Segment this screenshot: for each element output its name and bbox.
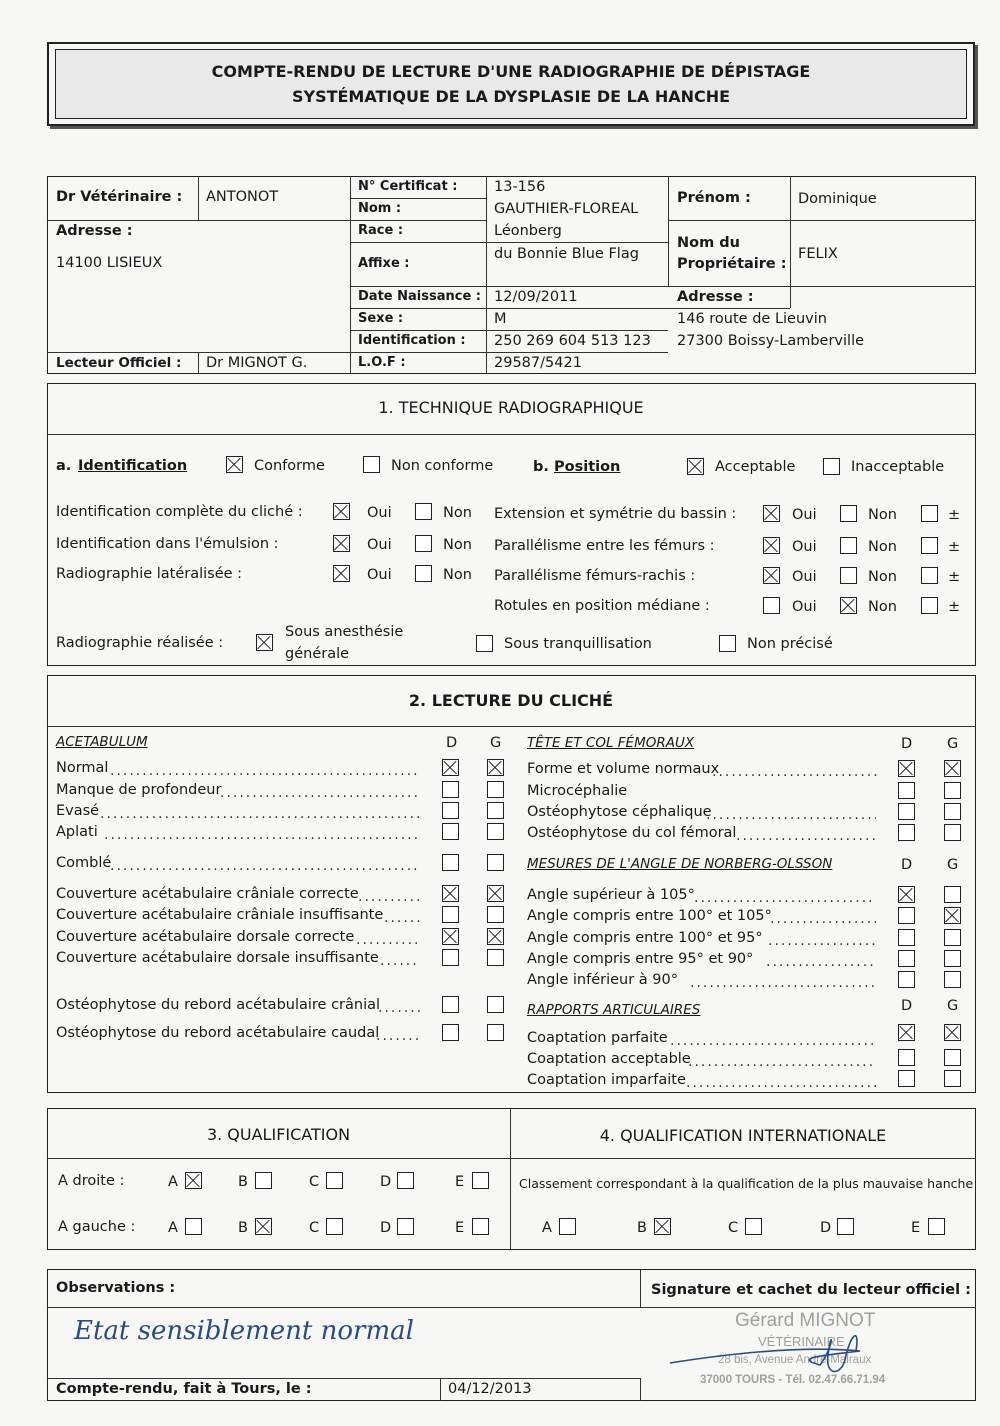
left-row-label: Identification dans l'émulsion :: [56, 536, 279, 552]
tete-row-label: Ostéophytose céphalique: [527, 804, 712, 820]
norberg-g-checkbox[interactable]: [944, 971, 961, 988]
identification-title: Identification: [78, 458, 188, 474]
international-subtitle: Classement correspondant à la qualification de la plus mauvaise hanche: [519, 1176, 974, 1191]
non-label: Non: [868, 599, 897, 615]
grade-label: A: [168, 1174, 178, 1190]
left-row-label: Identification complète du cliché :: [56, 504, 303, 520]
norberg-g-checkbox[interactable]: [944, 907, 961, 924]
oui-label: Oui: [792, 539, 817, 555]
acetabulum-row-label: Ostéophytose du rebord acétabulaire crânial: [56, 997, 381, 1013]
col-d-label: D: [901, 857, 913, 873]
norberg-row-label: Angle supérieur à 105°: [527, 887, 695, 903]
tete-g-checkbox[interactable]: [944, 760, 961, 777]
compte-rendu-date: 04/12/2013: [448, 1381, 532, 1397]
leader-dots: [694, 890, 876, 906]
stamp-line4: 37000 TOURS - Tél. 02.47.66.71.94: [700, 1374, 886, 1386]
pm-label: ±: [948, 539, 961, 555]
naissance-label: Date Naissance :: [358, 289, 481, 304]
leader-dots: [712, 764, 877, 780]
right-row-pm-checkbox[interactable]: [921, 567, 938, 584]
acetabulum-g-checkbox[interactable]: [487, 885, 504, 902]
col-d-label: D: [901, 736, 913, 752]
technique-section: [47, 383, 976, 666]
rapports-title: RAPPORTS ARTICULAIRES: [527, 1002, 701, 1018]
oui-label: Oui: [367, 567, 392, 583]
rapports-d-checkbox[interactable]: [898, 1024, 915, 1041]
grade-label: C: [309, 1220, 320, 1236]
acetabulum-row-label: Aplati: [56, 824, 98, 840]
leader-dots: [768, 933, 876, 949]
acetabulum-row-label: Couverture acétabulaire crâniale insuffisante: [56, 907, 384, 923]
international-grade-checkbox[interactable]: [559, 1218, 576, 1235]
position-title: Position: [554, 459, 621, 475]
right-row-pm-checkbox[interactable]: [921, 537, 938, 554]
leader-dots: [384, 910, 420, 926]
leader-dots: [110, 858, 420, 874]
norberg-d-checkbox[interactable]: [898, 950, 915, 967]
leader-dots: [688, 1054, 876, 1070]
grade-label: D: [380, 1220, 392, 1236]
norberg-g-checkbox[interactable]: [944, 950, 961, 967]
race-value: Léonberg: [494, 223, 562, 239]
acetabulum-g-checkbox[interactable]: [487, 906, 504, 923]
stamp-line3: 28 bis, Avenue André-Malraux: [718, 1354, 872, 1366]
acceptable-checkbox[interactable]: [687, 458, 704, 475]
right-row-label: Extension et symétrie du bassin :: [494, 506, 737, 522]
left-row-non-checkbox[interactable]: [415, 503, 432, 520]
tranquillisation-checkbox[interactable]: [476, 635, 493, 652]
gauche-grade-checkbox[interactable]: [255, 1218, 272, 1235]
tete-title: TÊTE ET COL FÉMORAUX: [527, 735, 695, 751]
grade-label: D: [380, 1174, 392, 1190]
leader-dots: [358, 889, 420, 905]
norberg-d-checkbox[interactable]: [898, 971, 915, 988]
norberg-row-label: Angle inférieur à 90°: [527, 972, 678, 988]
right-row-pm-checkbox[interactable]: [921, 597, 938, 614]
acetabulum-row-label: Couverture acétabulaire dorsale insuffisante: [56, 950, 379, 966]
technique-title: 1. TECHNIQUE RADIOGRAPHIQUE: [378, 398, 644, 417]
rapports-g-checkbox[interactable]: [944, 1070, 961, 1087]
col-d-label: D: [901, 998, 913, 1014]
acetabulum-row-label: Ostéophytose du rebord acétabulaire caudal: [56, 1025, 380, 1041]
conforme-checkbox[interactable]: [226, 456, 243, 473]
identification-letter: a.: [56, 458, 72, 474]
leader-dots: [766, 954, 876, 970]
grade-label: B: [238, 1174, 248, 1190]
title-box: [47, 42, 975, 126]
grade-label: C: [728, 1220, 739, 1236]
norberg-row-label: Angle compris entre 100° et 105°: [527, 908, 772, 924]
leader-dots: [104, 827, 420, 843]
tete-d-checkbox[interactable]: [898, 782, 915, 799]
owner-adresse-line2: 27300 Boissy-Lamberville: [677, 333, 865, 349]
right-row-oui-checkbox[interactable]: [763, 597, 780, 614]
vet-value: ANTONOT: [206, 189, 279, 205]
acetabulum-d-checkbox[interactable]: [442, 759, 459, 776]
race-label: Race :: [358, 223, 404, 238]
non-label: Non: [868, 569, 897, 585]
acetabulum-g-checkbox[interactable]: [487, 949, 504, 966]
tete-g-checkbox[interactable]: [944, 824, 961, 841]
grade-label: D: [820, 1220, 832, 1236]
rapports-row-label: Coaptation imparfaite: [527, 1072, 686, 1088]
col-d-label: D: [446, 735, 458, 751]
naissance-value: 12/09/2011: [494, 289, 578, 305]
droite-grade-checkbox[interactable]: [472, 1172, 489, 1189]
international-title: 4. QUALIFICATION INTERNATIONALE: [599, 1126, 887, 1145]
right-row-non-checkbox[interactable]: [840, 597, 857, 614]
left-row-oui-checkbox[interactable]: [333, 503, 350, 520]
acetabulum-d-checkbox[interactable]: [442, 885, 459, 902]
prenom-value: Dominique: [798, 191, 877, 207]
owner-adresse-label: Adresse :: [677, 289, 754, 305]
acetabulum-g-checkbox[interactable]: [487, 928, 504, 945]
tranquillisation-label: Sous tranquillisation: [504, 636, 652, 652]
left-row-non-checkbox[interactable]: [415, 565, 432, 582]
acetabulum-d-checkbox[interactable]: [442, 906, 459, 923]
acetabulum-d-checkbox[interactable]: [442, 1024, 459, 1041]
right-row-label: Parallélisme fémurs-rachis :: [494, 568, 696, 584]
leader-dots: [706, 807, 876, 823]
oui-label: Oui: [367, 537, 392, 553]
grade-label: B: [238, 1220, 248, 1236]
right-row-non-checkbox[interactable]: [840, 537, 857, 554]
acetabulum-g-checkbox[interactable]: [487, 781, 504, 798]
left-row-label: Radiographie latéralisée :: [56, 566, 243, 582]
grade-label: E: [455, 1220, 465, 1236]
inacceptable-checkbox[interactable]: [823, 458, 840, 475]
acetabulum-g-checkbox[interactable]: [487, 759, 504, 776]
doc-title-line1: COMPTE-RENDU DE LECTURE D'UNE RADIOGRAPHIE DE DÉPISTAGE: [211, 62, 811, 81]
acetabulum-row-label: Normal: [56, 760, 109, 776]
tete-d-checkbox[interactable]: [898, 760, 915, 777]
international-grade-checkbox[interactable]: [837, 1218, 854, 1235]
norberg-d-checkbox[interactable]: [898, 907, 915, 924]
affixe-value: du Bonnie Blue Flag: [494, 246, 639, 262]
rapports-g-checkbox[interactable]: [944, 1049, 961, 1066]
grade-label: B: [637, 1220, 647, 1236]
stamp-line1: Gérard MIGNOT: [735, 1310, 876, 1331]
oui-label: Oui: [792, 569, 817, 585]
proprietaire-value: FELIX: [798, 246, 838, 262]
acetabulum-d-checkbox[interactable]: [442, 802, 459, 819]
grade-label: A: [542, 1220, 552, 1236]
norberg-g-checkbox[interactable]: [944, 886, 961, 903]
doc-title-line2: SYSTÉMATIQUE DE LA DYSPLASIE DE LA HANCHE: [291, 87, 731, 106]
acetabulum-g-checkbox[interactable]: [487, 854, 504, 871]
leader-dots: [380, 953, 420, 969]
owner-adresse-line1: 146 route de Lieuvin: [677, 311, 827, 327]
observations-label: Observations :: [56, 1280, 176, 1296]
tete-d-checkbox[interactable]: [898, 803, 915, 820]
acetabulum-d-checkbox[interactable]: [442, 949, 459, 966]
compte-rendu-label: Compte-rendu, fait à Tours, le :: [56, 1381, 312, 1397]
proprietaire-label-1: Nom du: [677, 235, 740, 251]
qualification-title: 3. QUALIFICATION: [206, 1125, 351, 1144]
right-row-oui-checkbox[interactable]: [763, 567, 780, 584]
anesthesie-label-1: Sous anesthésie: [285, 624, 404, 640]
lof-value: 29587/5421: [494, 355, 582, 371]
norberg-g-checkbox[interactable]: [944, 929, 961, 946]
col-g-label: G: [947, 736, 959, 752]
vet-label: Dr Vétérinaire :: [56, 189, 183, 205]
acetabulum-row-label: Manque de profondeur: [56, 782, 222, 798]
affixe-label: Affixe :: [358, 256, 410, 271]
adresse-value: 14100 LISIEUX: [56, 255, 163, 271]
tete-row-label: Forme et volume normaux: [527, 761, 720, 777]
right-row-label: Rotules en position médiane :: [494, 598, 710, 614]
grade-label: C: [309, 1174, 320, 1190]
lecteur-label: Lecteur Officiel :: [56, 355, 182, 371]
acetabulum-d-checkbox[interactable]: [442, 854, 459, 871]
international-grade-checkbox[interactable]: [928, 1218, 945, 1235]
norberg-title: MESURES DE L'ANGLE DE NORBERG-OLSSON: [527, 856, 833, 872]
nom-value: GAUTHIER-FLOREAL: [494, 201, 639, 217]
acetabulum-row-label: Evasé: [56, 803, 100, 819]
proprietaire-label-2: Propriétaire :: [677, 256, 787, 272]
right-row-oui-checkbox[interactable]: [763, 537, 780, 554]
leader-dots: [376, 1028, 420, 1044]
oui-label: Oui: [792, 507, 817, 523]
norberg-d-checkbox[interactable]: [898, 886, 915, 903]
leader-dots: [220, 785, 420, 801]
anesthesie-checkbox[interactable]: [256, 634, 273, 651]
oui-label: Oui: [792, 599, 817, 615]
prenom-label: Prénom :: [677, 190, 751, 206]
droite-grade-checkbox[interactable]: [185, 1172, 202, 1189]
acetabulum-g-checkbox[interactable]: [487, 996, 504, 1013]
oui-label: Oui: [367, 505, 392, 521]
col-g-label: G: [947, 998, 959, 1014]
rapports-d-checkbox[interactable]: [898, 1070, 915, 1087]
gauche-grade-checkbox[interactable]: [185, 1218, 202, 1235]
tete-g-checkbox[interactable]: [944, 782, 961, 799]
leader-dots: [356, 932, 420, 948]
certificat-label: N° Certificat :: [358, 179, 458, 194]
inacceptable-label: Inacceptable: [851, 459, 945, 475]
left-row-oui-checkbox[interactable]: [333, 565, 350, 582]
left-row-oui-checkbox[interactable]: [333, 535, 350, 552]
non-label: Non: [443, 505, 472, 521]
leader-dots: [690, 975, 876, 991]
anesthesie-label-2: générale: [285, 646, 350, 662]
lof-label: L.O.F :: [358, 355, 406, 370]
right-row-label: Parallélisme entre les fémurs :: [494, 538, 715, 554]
acetabulum-row-label: Couverture acétabulaire dorsale correcte: [56, 929, 355, 945]
grade-label: A: [168, 1220, 178, 1236]
rapports-d-checkbox[interactable]: [898, 1049, 915, 1066]
pm-label: ±: [948, 569, 961, 585]
gauche-grade-checkbox[interactable]: [397, 1218, 414, 1235]
realisee-label: Radiographie réalisée :: [56, 635, 224, 651]
right-row-pm-checkbox[interactable]: [921, 505, 938, 522]
right-row-oui-checkbox[interactable]: [763, 505, 780, 522]
non-precise-label: Non précisé: [747, 636, 833, 652]
gauche-grade-checkbox[interactable]: [472, 1218, 489, 1235]
pm-label: ±: [948, 507, 961, 523]
leader-dots: [770, 911, 876, 927]
tete-d-checkbox[interactable]: [898, 824, 915, 841]
stamp-line2: VÉTÉRINAIRE: [758, 1334, 845, 1349]
tete-g-checkbox[interactable]: [944, 803, 961, 820]
observations-text: Etat sensiblement normal: [74, 1316, 414, 1346]
left-row-non-checkbox[interactable]: [415, 535, 432, 552]
acetabulum-d-checkbox[interactable]: [442, 781, 459, 798]
non-label: Non: [443, 567, 472, 583]
rapports-g-checkbox[interactable]: [944, 1024, 961, 1041]
grade-label: E: [911, 1220, 921, 1236]
right-row-non-checkbox[interactable]: [840, 567, 857, 584]
right-row-non-checkbox[interactable]: [840, 505, 857, 522]
nom-label: Nom :: [358, 201, 402, 216]
non-conforme-checkbox[interactable]: [363, 456, 380, 473]
lecteur-value: Dr MIGNOT G.: [206, 355, 308, 371]
adresse-label: Adresse :: [56, 223, 133, 239]
norberg-row-label: Angle compris entre 95° et 90°: [527, 951, 754, 967]
non-label: Non: [443, 537, 472, 553]
acetabulum-g-checkbox[interactable]: [487, 823, 504, 840]
rapports-row-label: Coaptation acceptable: [527, 1051, 691, 1067]
acetabulum-row-label: Couverture acétabulaire crâniale correcte: [56, 886, 359, 902]
acetabulum-g-checkbox[interactable]: [487, 802, 504, 819]
lecture-title: 2. LECTURE DU CLICHÉ: [408, 691, 614, 710]
identification-value: 250 269 604 513 123: [494, 333, 651, 349]
acetabulum-g-checkbox[interactable]: [487, 1024, 504, 1041]
droite-label: A droite :: [58, 1173, 125, 1189]
col-g-label: G: [947, 857, 959, 873]
acetabulum-d-checkbox[interactable]: [442, 996, 459, 1013]
non-label: Non: [868, 507, 897, 523]
leader-dots: [100, 806, 420, 822]
droite-grade-checkbox[interactable]: [326, 1172, 343, 1189]
non-conforme-label: Non conforme: [391, 458, 494, 474]
acetabulum-row-label: Comblé: [56, 855, 112, 871]
acetabulum-title: ACETABULUM: [56, 734, 148, 750]
leader-dots: [110, 763, 420, 779]
grade-label: E: [455, 1174, 465, 1190]
conforme-label: Conforme: [254, 458, 325, 474]
international-grade-checkbox[interactable]: [745, 1218, 762, 1235]
tete-row-label: Microcéphalie: [527, 783, 628, 799]
international-grade-checkbox[interactable]: [654, 1218, 671, 1235]
signature-label: Signature et cachet du lecteur officiel :: [651, 1282, 971, 1298]
droite-grade-checkbox[interactable]: [255, 1172, 272, 1189]
identification-label: Identification :: [358, 333, 466, 348]
norberg-d-checkbox[interactable]: [898, 929, 915, 946]
sexe-label: Sexe :: [358, 311, 404, 326]
leader-dots: [686, 1075, 876, 1091]
leader-dots: [378, 1000, 420, 1016]
gauche-label: A gauche :: [58, 1219, 136, 1235]
signature-scribble: [660, 1315, 920, 1395]
pm-label: ±: [948, 599, 961, 615]
acceptable-label: Acceptable: [715, 459, 796, 475]
leader-dots: [736, 828, 876, 844]
droite-grade-checkbox[interactable]: [397, 1172, 414, 1189]
col-g-label: G: [490, 735, 502, 751]
leader-dots: [670, 1033, 876, 1049]
tete-row-label: Ostéophytose du col fémoral: [527, 825, 737, 841]
position-letter: b.: [533, 459, 549, 475]
non-label: Non: [868, 539, 897, 555]
gauche-grade-checkbox[interactable]: [326, 1218, 343, 1235]
non-precise-checkbox[interactable]: [719, 635, 736, 652]
acetabulum-d-checkbox[interactable]: [442, 823, 459, 840]
norberg-row-label: Angle compris entre 100° et 95°: [527, 930, 763, 946]
acetabulum-d-checkbox[interactable]: [442, 928, 459, 945]
certificat-value: 13-156: [494, 179, 546, 195]
rapports-row-label: Coaptation parfaite: [527, 1030, 668, 1046]
sexe-value: M: [494, 311, 507, 327]
